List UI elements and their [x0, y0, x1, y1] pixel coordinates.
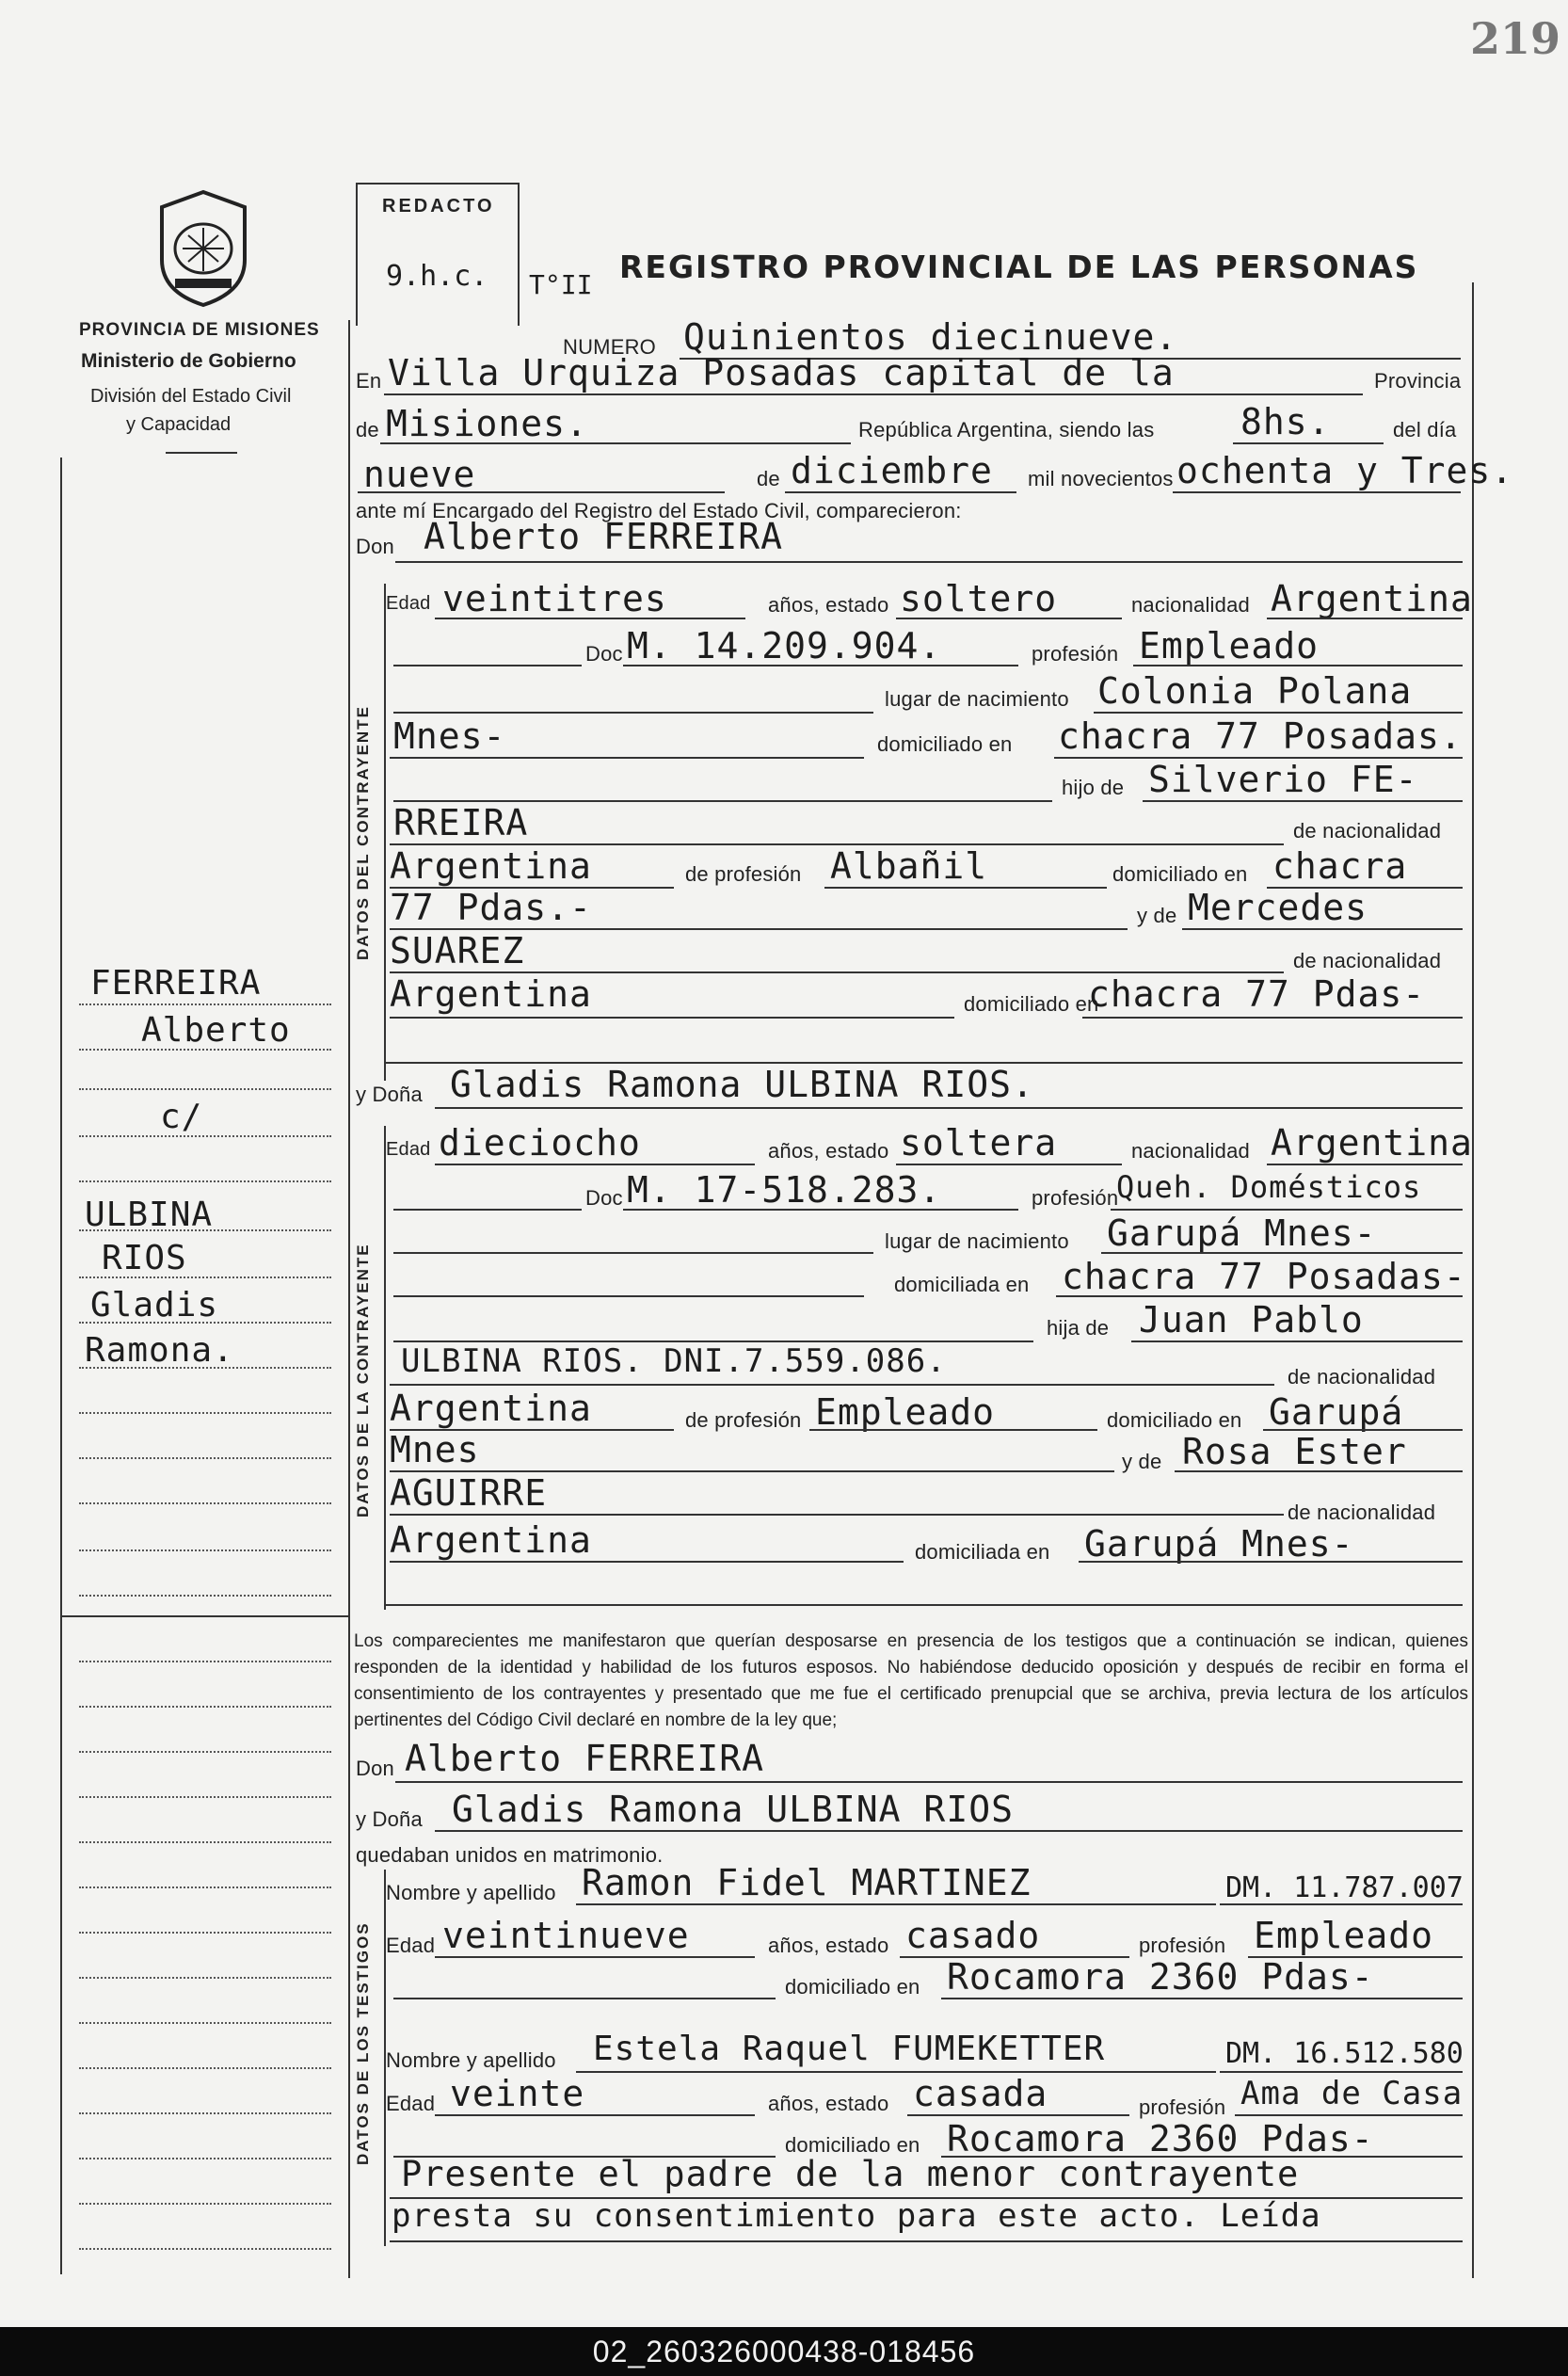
- testigo2-estado: casada: [913, 2073, 1048, 2114]
- contrayente-nacionalidad: Argentina: [1271, 578, 1473, 619]
- page-number: 219: [1470, 13, 1561, 64]
- testigo2-doc: DM. 16.512.580: [1225, 2037, 1464, 2070]
- testigos-section-label: DATOS DE LOS TESTIGOS: [354, 1921, 372, 2165]
- contrayente-madre-dom: chacra 77 Pdas-: [1088, 973, 1426, 1015]
- dia-value: nueve: [363, 454, 476, 495]
- de-profesion-label: de profesión: [685, 862, 802, 886]
- don-label: Don: [356, 535, 394, 558]
- quedaban-text: quedaban unidos en matrimonio.: [356, 1843, 664, 1867]
- contrayente-padre-dom-1: chacra: [1272, 845, 1408, 887]
- domiciliado-label-5: domiciliado en: [785, 1975, 920, 1999]
- domiciliado-label-3: domiciliado en: [964, 992, 1099, 1016]
- division-name: División del Estado Civil: [90, 386, 292, 407]
- de-nacionalidad-label-4: de nacionalidad: [1288, 1501, 1436, 1524]
- contrayenta-padre-prof: Empleado: [815, 1391, 996, 1433]
- ante-text: ante mí Encargado del Registro del Estado Civil, comparecieron:: [356, 499, 962, 522]
- de-profesion-label-2: de profesión: [685, 1408, 802, 1432]
- contrayente-madre-1: Mercedes: [1188, 887, 1368, 928]
- contrayente-section-label: DATOS DEL CONTRAYENTE: [354, 705, 372, 960]
- mil-label: mil novecientos: [1028, 467, 1174, 490]
- contrayenta-domicilio: chacra 77 Posadas-: [1062, 1256, 1466, 1297]
- contrayenta-madre-2: AGUIRRE: [390, 1472, 548, 1514]
- profesion-label: profesión: [1032, 642, 1119, 666]
- provincia-value: Misiones.: [386, 403, 588, 444]
- margin-note-apellido: FERREIRA: [90, 964, 262, 1003]
- de-nacionalidad-label-3: de nacionalidad: [1288, 1365, 1436, 1389]
- contrayenta-padre-2: ULBINA RIOS. DNI.7.559.086.: [401, 1342, 947, 1380]
- testigo2-nombre: Estela Raquel FUMEKETTER: [593, 2030, 1106, 2068]
- contrayente-padre-1: Silverio FE-: [1148, 759, 1418, 800]
- testigo1-domicilio: Rocamora 2360 Pdas-: [947, 1956, 1374, 1998]
- redacto-box: [356, 183, 520, 326]
- en-label: En: [356, 369, 382, 393]
- don-label-2: Don: [356, 1757, 394, 1780]
- contrayenta-madre-nac: Argentina: [390, 1519, 592, 1561]
- testigo1-nombre: Ramon Fidel MARTINEZ: [582, 1862, 1032, 1903]
- margin-note-c: c/: [160, 1098, 203, 1136]
- de2-label: de: [757, 467, 780, 490]
- lugar-registro-value: Villa Urquiza Posadas capital de la: [388, 352, 1175, 393]
- contrayente-doc: M. 14.209.904.: [627, 625, 942, 666]
- nacionalidad-label-2: nacionalidad: [1131, 1139, 1250, 1163]
- anios-estado-label-3: años, estado: [768, 1934, 889, 1957]
- republica-label: República Argentina, siendo las: [858, 418, 1155, 441]
- y-dona-label: y Doña: [356, 1083, 423, 1106]
- anio-value: ochenta y Tres.: [1176, 450, 1514, 491]
- contrayente-padre-2: RREIRA: [393, 802, 529, 843]
- don-value: Alberto FERREIRA: [424, 516, 784, 557]
- contrayente-padre-dom-2: 77 Pdas.-: [390, 887, 592, 928]
- testigo-note-2: presta su consentimiento para este acto. Leída: [392, 2197, 1321, 2235]
- lugar-nac-label-2: lugar de nacimiento: [885, 1229, 1069, 1253]
- testigo1-edad: veintinueve: [442, 1915, 690, 1956]
- testigo1-estado: casado: [905, 1915, 1041, 1956]
- testigo1-doc: DM. 11.787.007: [1225, 1871, 1464, 1904]
- declaration-text: Los comparecientes me manifestaron que querían desposarse en presencia de los testigos que a continuación se indican, quienes responden de la identidad y habilidad de los futuros esposos. No habiéndose deducido oposición y después de recibir en forma el consentimiento de los contrayentes y presentado que me fue el certificado prenupcial que se archiva, previa lectura de los artículos pertinentes del Código Civil declaré en nombre de la ley que;: [354, 1631, 1468, 1730]
- anios-estado-label-4: años, estado: [768, 2092, 889, 2115]
- contrayenta-padre-1: Juan Pablo: [1139, 1299, 1364, 1341]
- declaration-don-value: Alberto FERREIRA: [405, 1738, 765, 1779]
- margin-note-apellido-2: ULBINA: [85, 1196, 214, 1234]
- contrayente-madre-2: SUAREZ: [390, 930, 525, 971]
- contrayenta-madre-1: Rosa Ester: [1182, 1431, 1407, 1472]
- division-name-2: y Capacidad: [126, 414, 232, 435]
- declaration-dona-value: Gladis Ramona ULBINA RIOS: [452, 1789, 1014, 1830]
- testigo2-domicilio: Rocamora 2360 Pdas-: [947, 2118, 1374, 2159]
- doc-label: Doc: [585, 642, 623, 666]
- hijo-de-label: hijo de: [1062, 776, 1125, 799]
- contrayente-estado: soltero: [900, 578, 1058, 619]
- testigo1-profesion: Empleado: [1254, 1915, 1434, 1956]
- contrayenta-lugar-nacimiento: Garupá Mnes-: [1107, 1212, 1377, 1254]
- contrayenta-padre-nac: Argentina: [390, 1388, 592, 1429]
- contrayente-madre-nac: Argentina: [390, 973, 592, 1015]
- de-nacionalidad-label: de nacionalidad: [1293, 819, 1442, 843]
- contrayenta-padre-dom-1: Garupá: [1269, 1391, 1404, 1433]
- numero-value: Quinientos diecinueve.: [683, 316, 1178, 358]
- redacto-value: 9.h.c.: [386, 260, 488, 293]
- nombre-apellido-label: Nombre y apellido: [386, 1881, 556, 1904]
- contrayente-lugar-cont: Mnes-: [393, 715, 506, 757]
- contrayenta-section-label: DATOS DE LA CONTRAYENTE: [354, 1243, 372, 1517]
- doc-label-2: Doc: [585, 1186, 623, 1210]
- document-title: REGISTRO PROVINCIAL DE LAS PERSONAS: [619, 249, 1419, 285]
- contrayenta-madre-dom: Garupá Mnes-: [1084, 1523, 1354, 1565]
- profesion-label-4: profesión: [1139, 2095, 1226, 2119]
- contrayenta-profesion: Queh. Domésticos: [1116, 1169, 1422, 1205]
- document-id-footer: 02_260326000438-018456: [0, 2327, 1568, 2376]
- edad-label-4: Edad: [386, 2092, 436, 2115]
- profesion-label-3: profesión: [1139, 1934, 1226, 1957]
- hora-value: 8hs.: [1240, 401, 1331, 442]
- testigo2-profesion: Ama de Casa: [1240, 2075, 1464, 2112]
- y-de-label: y de: [1137, 904, 1177, 927]
- domiciliada-label: domiciliada en: [894, 1273, 1030, 1296]
- margin-note-nombre-2: Gladis: [90, 1286, 219, 1324]
- contrayenta-edad: dieciocho: [439, 1122, 641, 1164]
- contrayente-lugar-nacimiento: Colonia Polana: [1097, 670, 1413, 712]
- del-dia-label: del día: [1393, 418, 1457, 441]
- provincia-label: Provincia: [1374, 369, 1462, 393]
- edad-label-2: Edad: [386, 1139, 431, 1160]
- province-name: PROVINCIA DE MISIONES: [79, 320, 320, 340]
- margin-note-nombre-3: Ramona.: [85, 1331, 234, 1370]
- domiciliada-label-2: domiciliada en: [915, 1540, 1050, 1564]
- contrayente-padre-prof: Albañil: [830, 845, 988, 887]
- de-nacionalidad-label-2: de nacionalidad: [1293, 949, 1442, 972]
- ministry-name: Ministerio de Gobierno: [81, 350, 296, 372]
- lugar-nac-label: lugar de nacimiento: [885, 687, 1069, 711]
- contrayenta-nacionalidad: Argentina: [1271, 1122, 1473, 1164]
- hija-de-label: hija de: [1047, 1316, 1110, 1340]
- dona-value: Gladis Ramona ULBINA RIOS.: [450, 1064, 1034, 1105]
- contrayente-domicilio: chacra 77 Posadas.: [1058, 715, 1463, 757]
- redacto-label: REDACTO: [382, 196, 495, 217]
- province-seal: [151, 188, 256, 309]
- anios-estado-label: años, estado: [768, 593, 889, 617]
- domiciliado-label: domiciliado en: [877, 732, 1013, 756]
- domiciliado-label-6: domiciliado en: [785, 2133, 920, 2157]
- domiciliado-label-4: domiciliado en: [1107, 1408, 1242, 1432]
- testigo2-edad: veinte: [450, 2073, 585, 2114]
- profesion-label-2: profesión: [1032, 1186, 1119, 1210]
- de-label: de: [356, 418, 379, 441]
- anios-estado-label-2: años, estado: [768, 1139, 889, 1163]
- edad-label-3: Edad: [386, 1934, 436, 1957]
- margin-note-nombre: Alberto: [141, 1011, 291, 1050]
- nombre-apellido-label-2: Nombre y apellido: [386, 2048, 556, 2072]
- numero-label: NUMERO: [563, 335, 656, 359]
- nacionalidad-label: nacionalidad: [1131, 593, 1250, 617]
- y-dona-label-2: y Doña: [356, 1807, 423, 1831]
- contrayenta-estado: soltera: [900, 1122, 1058, 1164]
- y-de-label-2: y de: [1122, 1450, 1162, 1473]
- edad-label: Edad: [386, 593, 431, 614]
- contrayente-edad: veintitres: [442, 578, 667, 619]
- contrayente-profesion: Empleado: [1139, 625, 1320, 666]
- margin-note-apellido-3: RIOS: [102, 1239, 187, 1277]
- domiciliado-label-2: domiciliado en: [1112, 862, 1248, 886]
- mes-value: diciembre: [791, 450, 993, 491]
- tomo-value: T°II: [529, 269, 593, 300]
- contrayente-padre-nac: Argentina: [390, 845, 592, 887]
- contrayenta-padre-dom-2: Mnes: [390, 1429, 480, 1470]
- contrayenta-doc: M. 17-518.283.: [627, 1169, 942, 1211]
- testigo-note-1: Presente el padre de la menor contrayente: [401, 2154, 1300, 2194]
